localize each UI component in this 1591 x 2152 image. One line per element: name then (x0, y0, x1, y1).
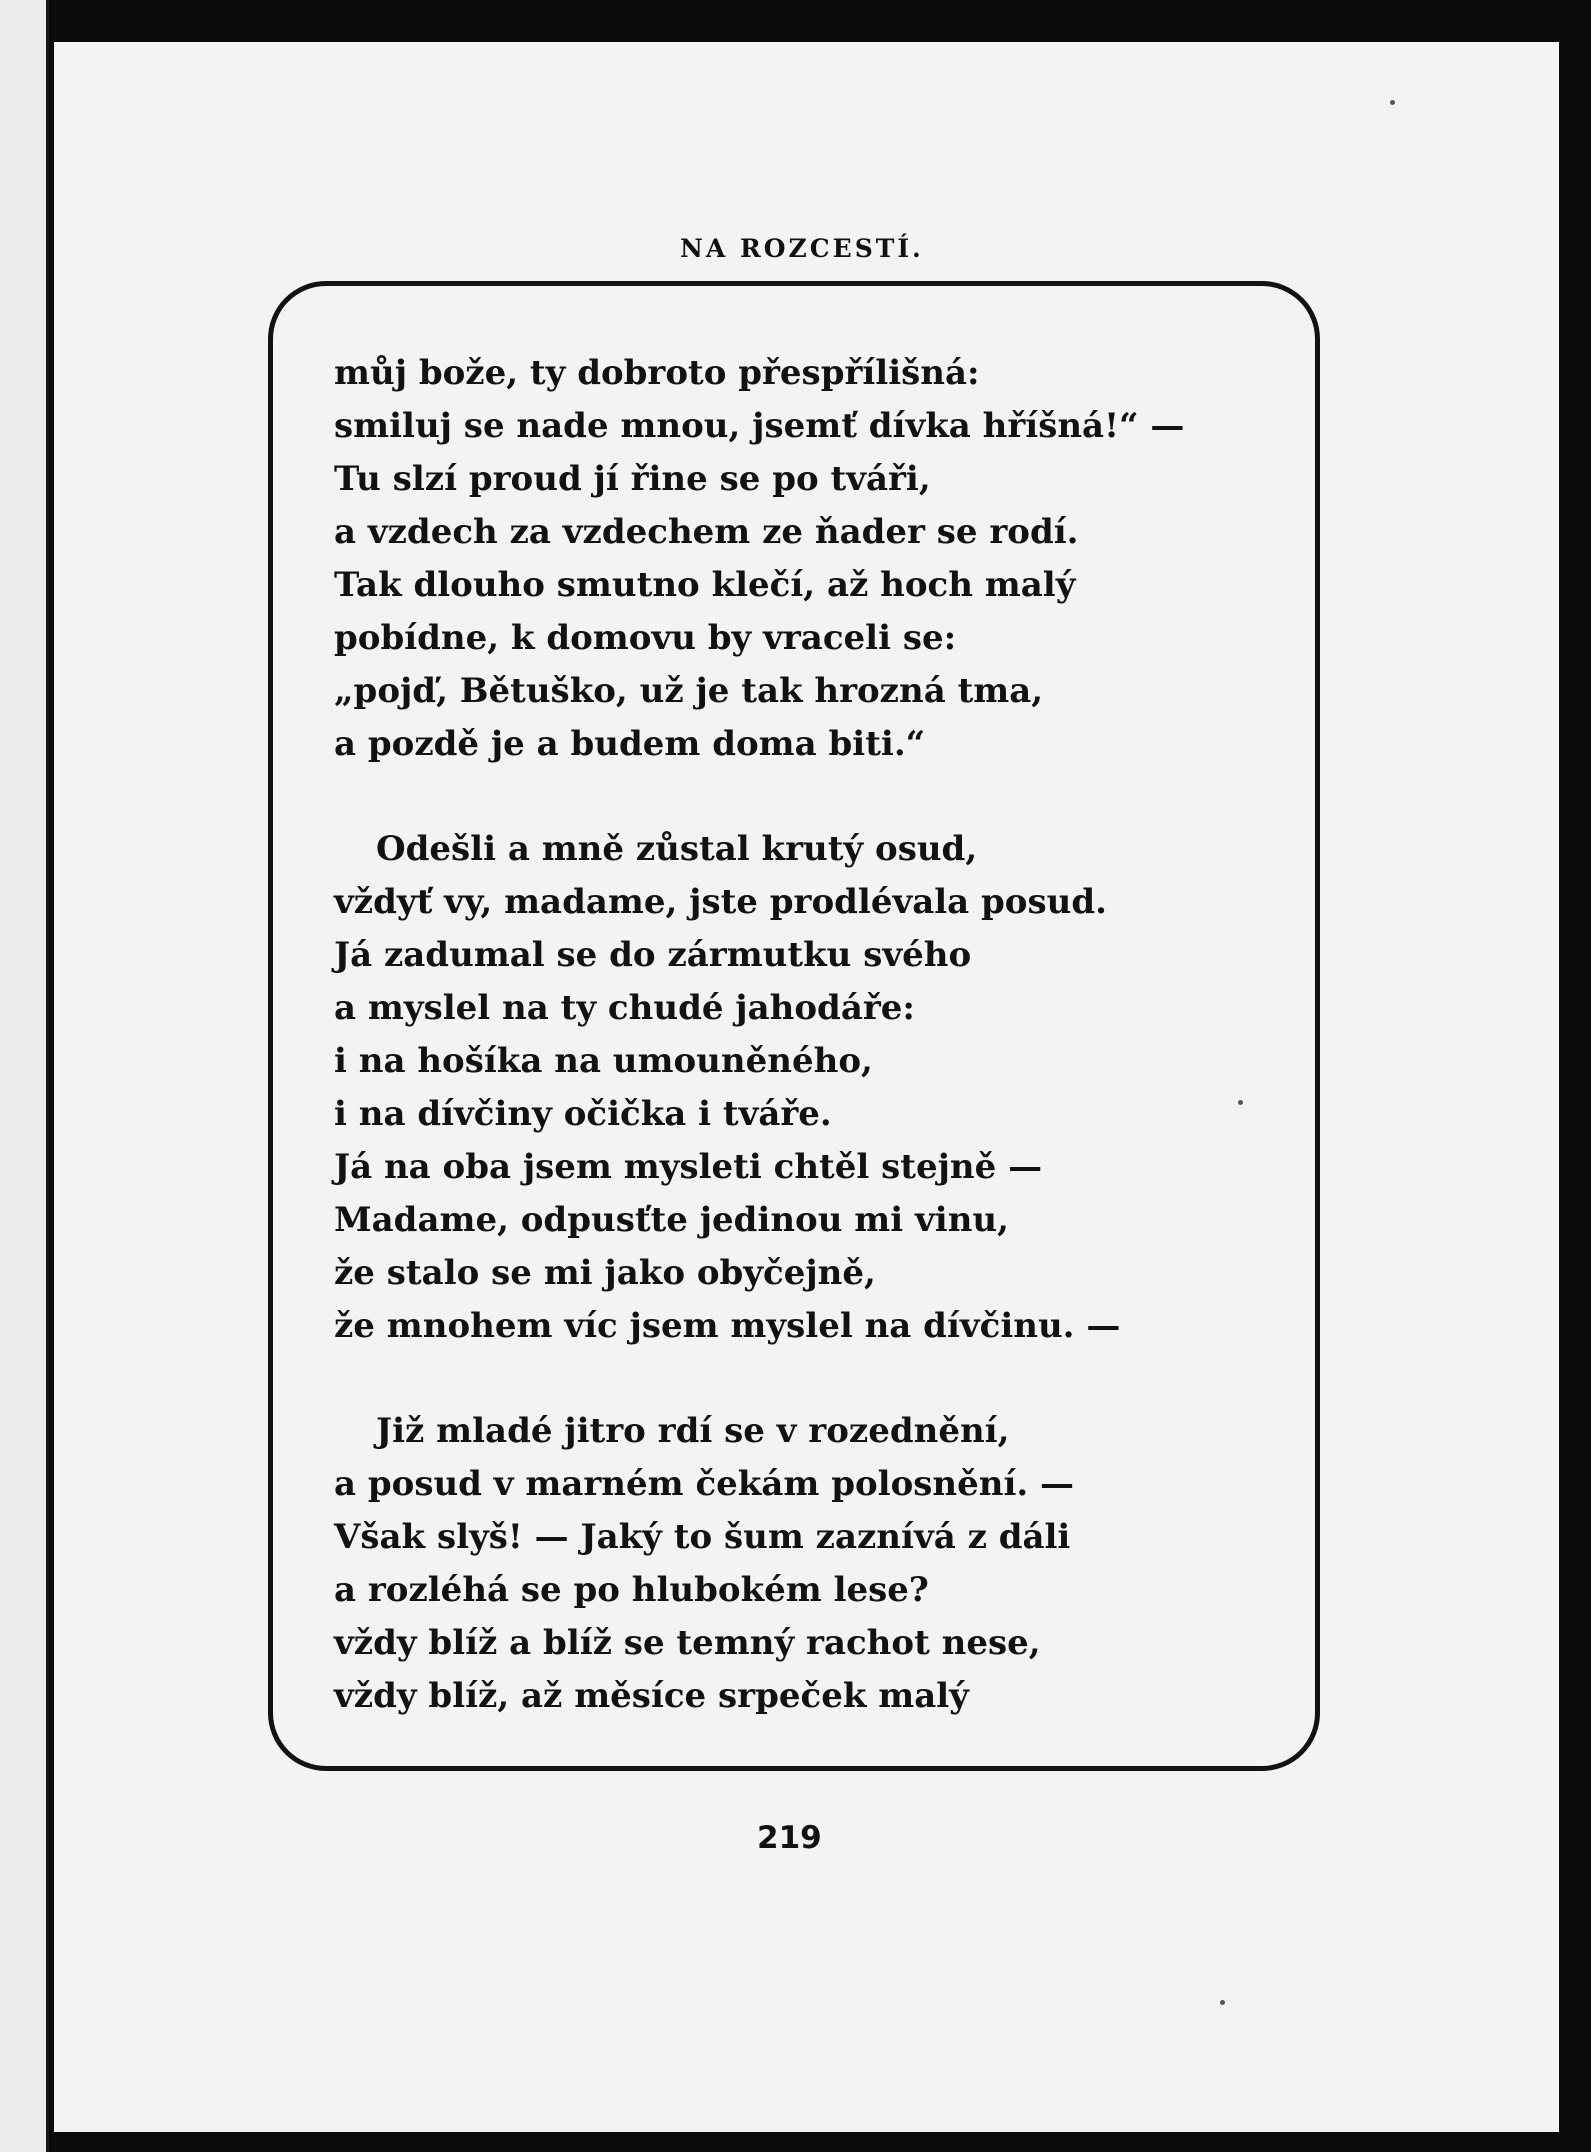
poem-line: vždy blíž a blíž se temný rachot nese, (334, 1623, 1041, 1663)
poem-line: a posud v marném čekám polosnění. — (334, 1464, 1075, 1504)
poem-line: a rozléhá se po hlubokém lese? (334, 1570, 929, 1610)
poem-line: Tu slzí proud jí řine se po tváři, (334, 459, 931, 499)
poem-line: a vzdech za vzdechem ze ňader se rodí. (334, 512, 1079, 552)
poem-line: vždy blíž, až měsíce srpeček malý (334, 1676, 969, 1716)
poem-line: Tak dlouho smutno klečí, až hoch malý (334, 565, 1076, 605)
facing-page-edge (0, 0, 49, 2152)
page-number: 219 (757, 1820, 822, 1856)
poem-line: Již mladé jitro rdí se v rozednění, (376, 1411, 1010, 1451)
poem-line: Odešli a mně zůstal krutý osud, (376, 829, 978, 869)
paper-speck (1390, 100, 1395, 105)
poem-line: i na dívčiny očička i tváře. (334, 1094, 832, 1134)
stanza-2 (334, 823, 1234, 1353)
poem-line: že mnohem víc jsem myslel na dívčinu. — (334, 1306, 1121, 1346)
stanza-1 (334, 347, 1234, 771)
poem-line: Však slyš! — Jaký to šum zaznívá z dáli (334, 1517, 1071, 1557)
poem-line: a pozdě je a budem doma biti.“ (334, 724, 926, 764)
poem-line: Já na oba jsem mysleti chtěl stejně — (334, 1147, 1043, 1187)
poem-line: Madame, odpusťte jedinou mi vinu, (334, 1200, 1009, 1240)
poem-line: že stalo se mi jako obyčejně, (334, 1253, 876, 1293)
paper-speck (1220, 2000, 1225, 2005)
poem-line: můj bože, ty dobroto přespřílišná: (334, 353, 980, 393)
poem-line: pobídne, k domovu by vraceli se: (334, 618, 957, 658)
poem-line: „pojď, Bětuško, už je tak hrozná tma, (334, 671, 1044, 711)
poem-line: i na hošíka na umouněného, (334, 1041, 873, 1081)
poem-line: smiluj se nade mnou, jsemť dívka hříšná!“ — (334, 406, 1185, 446)
poem-line: a myslel na ty chudé jahodáře: (334, 988, 915, 1028)
poem-line: Já zadumal se do zármutku svého (334, 935, 972, 975)
poem-text (334, 347, 1234, 1775)
paper-speck (1238, 1100, 1243, 1105)
stanza-3 (334, 1405, 1234, 1723)
poem-line: vždyť vy, madame, jste prodlévala posud. (334, 882, 1107, 922)
running-head: NA ROZCESTÍ. (680, 234, 924, 263)
